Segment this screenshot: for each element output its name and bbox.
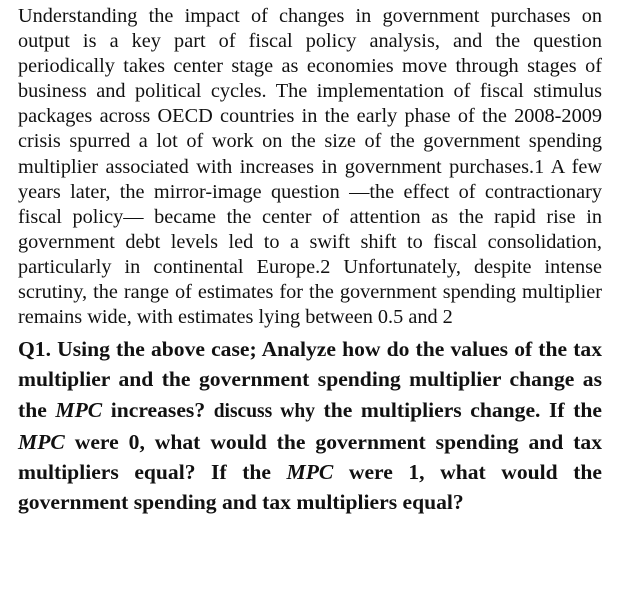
question-text-3: increases? [102,397,214,422]
question-text-4: discuss why [213,400,315,422]
question-q1 [18,334,602,517]
question-text-7: were 1, what would the government spending and tax multipliers equal? [18,460,602,515]
question-text-5: the multipliers change. If the [314,397,602,422]
case-passage: Understanding the impact of changes in government purchases on output is a key part of fiscal policy analysis, and the question periodically takes center stage as economies move through stages of business and political cycles. The implementation of fiscal stimulus packages across OECD countries in the early phase of the 2008-2009 crisis spurred a lot of work on the size of the government spending multiplier associated with increases in government purchases.1 A few years later, the mirror-image question —the effect of contractionary fiscal policy— became the center of attention as the rapid rise in government debt levels led to a swift shift to fiscal consolidation, particularly in continental Europe.2 Unfortunately, despite intense scrutiny, the range of estimates for the government spending multiplier remains wide, with estimates lying between 0.5 and 2 [18,5,602,329]
mpc-term-2: MPC [18,429,65,454]
question-text-6: were 0, what would the government spending and tax multipliers equal? If the [18,429,602,485]
question-text-2: how do the values of the tax multiplier and the government spending multiplier change as the [18,337,603,422]
document-page [18,4,602,517]
mpc-term-3: MPC [286,460,334,485]
mpc-term-1: MPC [55,397,103,422]
question-label: Q1. [18,337,51,362]
question-text-1: Using the above case; Analyze [51,337,343,362]
